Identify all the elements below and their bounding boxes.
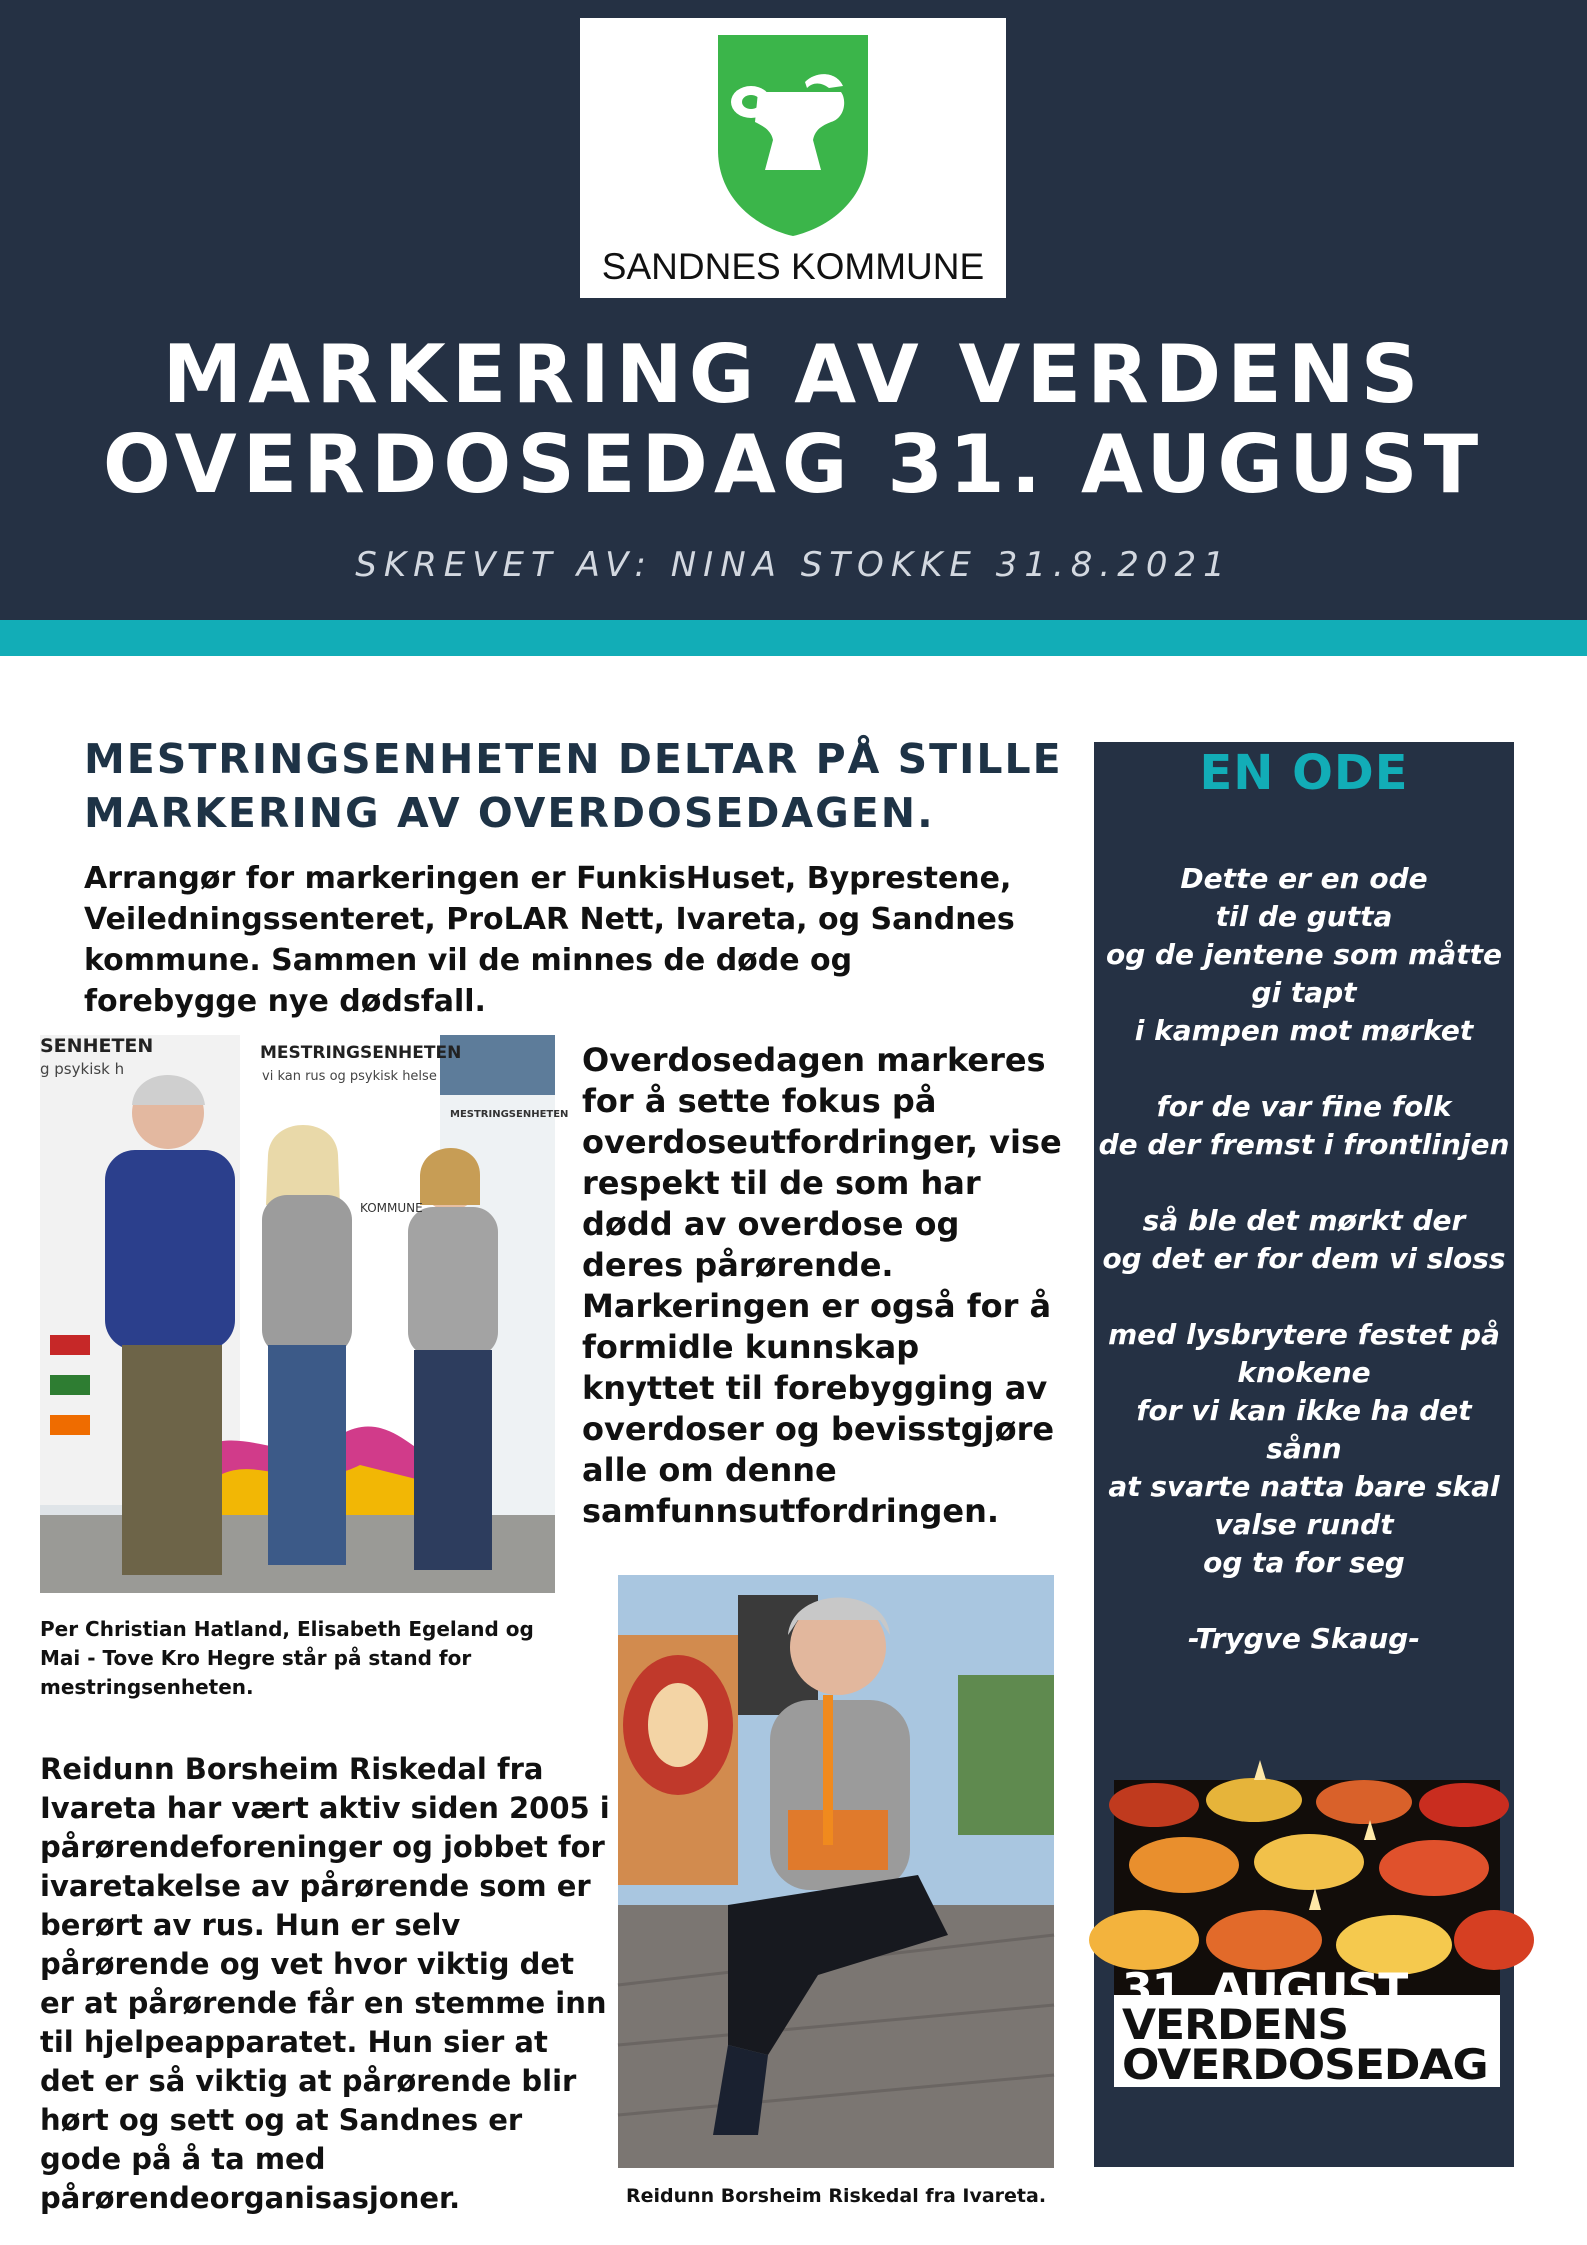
banner-center-subtext: vi kan rus og psykisk helse	[262, 1069, 437, 1084]
section-heading	[84, 732, 1084, 840]
stanza-gap	[1094, 1164, 1514, 1202]
stanza-gap	[1094, 1050, 1514, 1088]
poem-line: Dette er en ode	[1180, 862, 1428, 895]
banner-left-text: SENHETEN	[40, 1035, 154, 1057]
title-line-1: MARKERING AV VERDENS	[162, 328, 1425, 421]
banner-center-text: MESTRINGSENHETEN	[260, 1043, 462, 1063]
candle-row-2	[1129, 1834, 1489, 1896]
kneeling-woman-photo	[618, 1575, 1054, 2168]
photo-caption-2: Reidunn Borsheim Riskedal fra Ivareta.	[625, 2185, 1047, 2207]
section-heading-line-1: MESTRINGSENHETEN DELTAR PÅ STILLE	[84, 735, 1063, 783]
page-title	[0, 330, 1587, 510]
stanza-gap	[1094, 1582, 1514, 1620]
poem	[1094, 860, 1514, 1658]
intro-paragraph: Arrangør for markeringen er FunkisHuset, Byprestene, Veiledningssenteret, ProLAR Nett, Ivareta, og Sandnes kommune. Sammen vil de minnes de døde og forebygge nye dødsfall.	[84, 861, 1015, 1019]
side-paragraph-1: Overdosedagen markeres for å sette fokus på overdoseutfordringer, vise respekt til de som har dødd av overdose og deres pårørende.	[582, 1041, 1062, 1284]
candle-label-box	[1114, 1965, 1500, 2090]
poem-author: -Trygve Skaug-	[1188, 1622, 1420, 1655]
photo-caption-1: Per Christian Hatland, Elisabeth Egeland og Mai - Tove Kro Hegre står på stand for mestringsenheten.	[40, 1617, 534, 1699]
sandnes-kommune-logo	[580, 18, 1006, 298]
bottom-paragraph: Reidunn Borsheim Riskedal fra Ivareta har vært aktiv siden 2005 i pårørendeforeninger og jobbet for ivaretakelse av pårørende som er berørt av rus. Hun er selv pårørende og vet hvor viktig det er at pårørende får en stemme inn til hjelpeapparatet. Hun sier at det er så viktig at pårørende blir hørt og sett og at Sandnes er gode på å ta med pårørendeorganisasjoner.	[40, 1752, 610, 2215]
stand-photo	[40, 1035, 569, 1593]
poem-line: knokene	[1237, 1356, 1371, 1389]
side-paragraph	[582, 1040, 1062, 1532]
anvil-shield-icon	[713, 30, 873, 240]
poem-line: til de gutta	[1215, 900, 1393, 933]
poem-line: og ta for seg	[1203, 1546, 1405, 1579]
byline: SKREVET AV: NINA STOKKE 31.8.2021	[355, 545, 1232, 585]
logo-text: SANDNES KOMMUNE	[601, 246, 985, 287]
poem-line: for vi kan ikke ha det	[1136, 1394, 1472, 1427]
teal-divider	[0, 620, 1587, 656]
poem-line: så ble det mørkt der	[1142, 1204, 1466, 1237]
candle-line-1: 31. AUGUST	[1122, 1965, 1408, 2014]
poem-line: og de jentene som måtte	[1105, 938, 1503, 971]
ode-title: EN ODE	[1199, 745, 1409, 801]
poem-line: gi tapt	[1251, 976, 1357, 1009]
banner-right-text: MESTRINGSENHETEN	[450, 1109, 569, 1120]
stanza-gap	[1094, 1278, 1514, 1316]
section-heading-line-2: MARKERING AV OVERDOSEDAGEN.	[84, 789, 935, 837]
title-line-2: OVERDOSEDAG 31. AUGUST	[102, 418, 1485, 511]
header	[0, 0, 1587, 620]
poem-line: de der fremst i frontlinjen	[1098, 1128, 1510, 1161]
poem-line: med lysbrytere festet på	[1108, 1318, 1500, 1351]
side-paragraph-2: Markeringen er også for å formidle kunnskap knyttet til forebygging av overdoser og bevisstgjøre alle om denne samfunnsutfordringen.	[582, 1287, 1055, 1530]
poem-line: og det er for dem vi sloss	[1102, 1242, 1506, 1275]
candles-image	[1114, 1780, 1500, 2090]
poem-line: for de var fine folk	[1156, 1090, 1452, 1123]
poem-line: i kampen mot mørket	[1134, 1014, 1474, 1047]
banner-left-subtext: g psykisk h	[40, 1060, 125, 1078]
poem-line: sånn	[1266, 1432, 1342, 1465]
poem-line: valse rundt	[1214, 1508, 1394, 1541]
poem-line: at svarte natta bare skal	[1108, 1470, 1500, 1503]
candle-line-3: OVERDOSEDAG	[1122, 2041, 1488, 2090]
kneeling-woman-illustration	[618, 1575, 1054, 2168]
banner-kommune-text: KOMMUNE	[360, 1201, 423, 1215]
candle-line-2: VERDENS	[1122, 2001, 1349, 2050]
